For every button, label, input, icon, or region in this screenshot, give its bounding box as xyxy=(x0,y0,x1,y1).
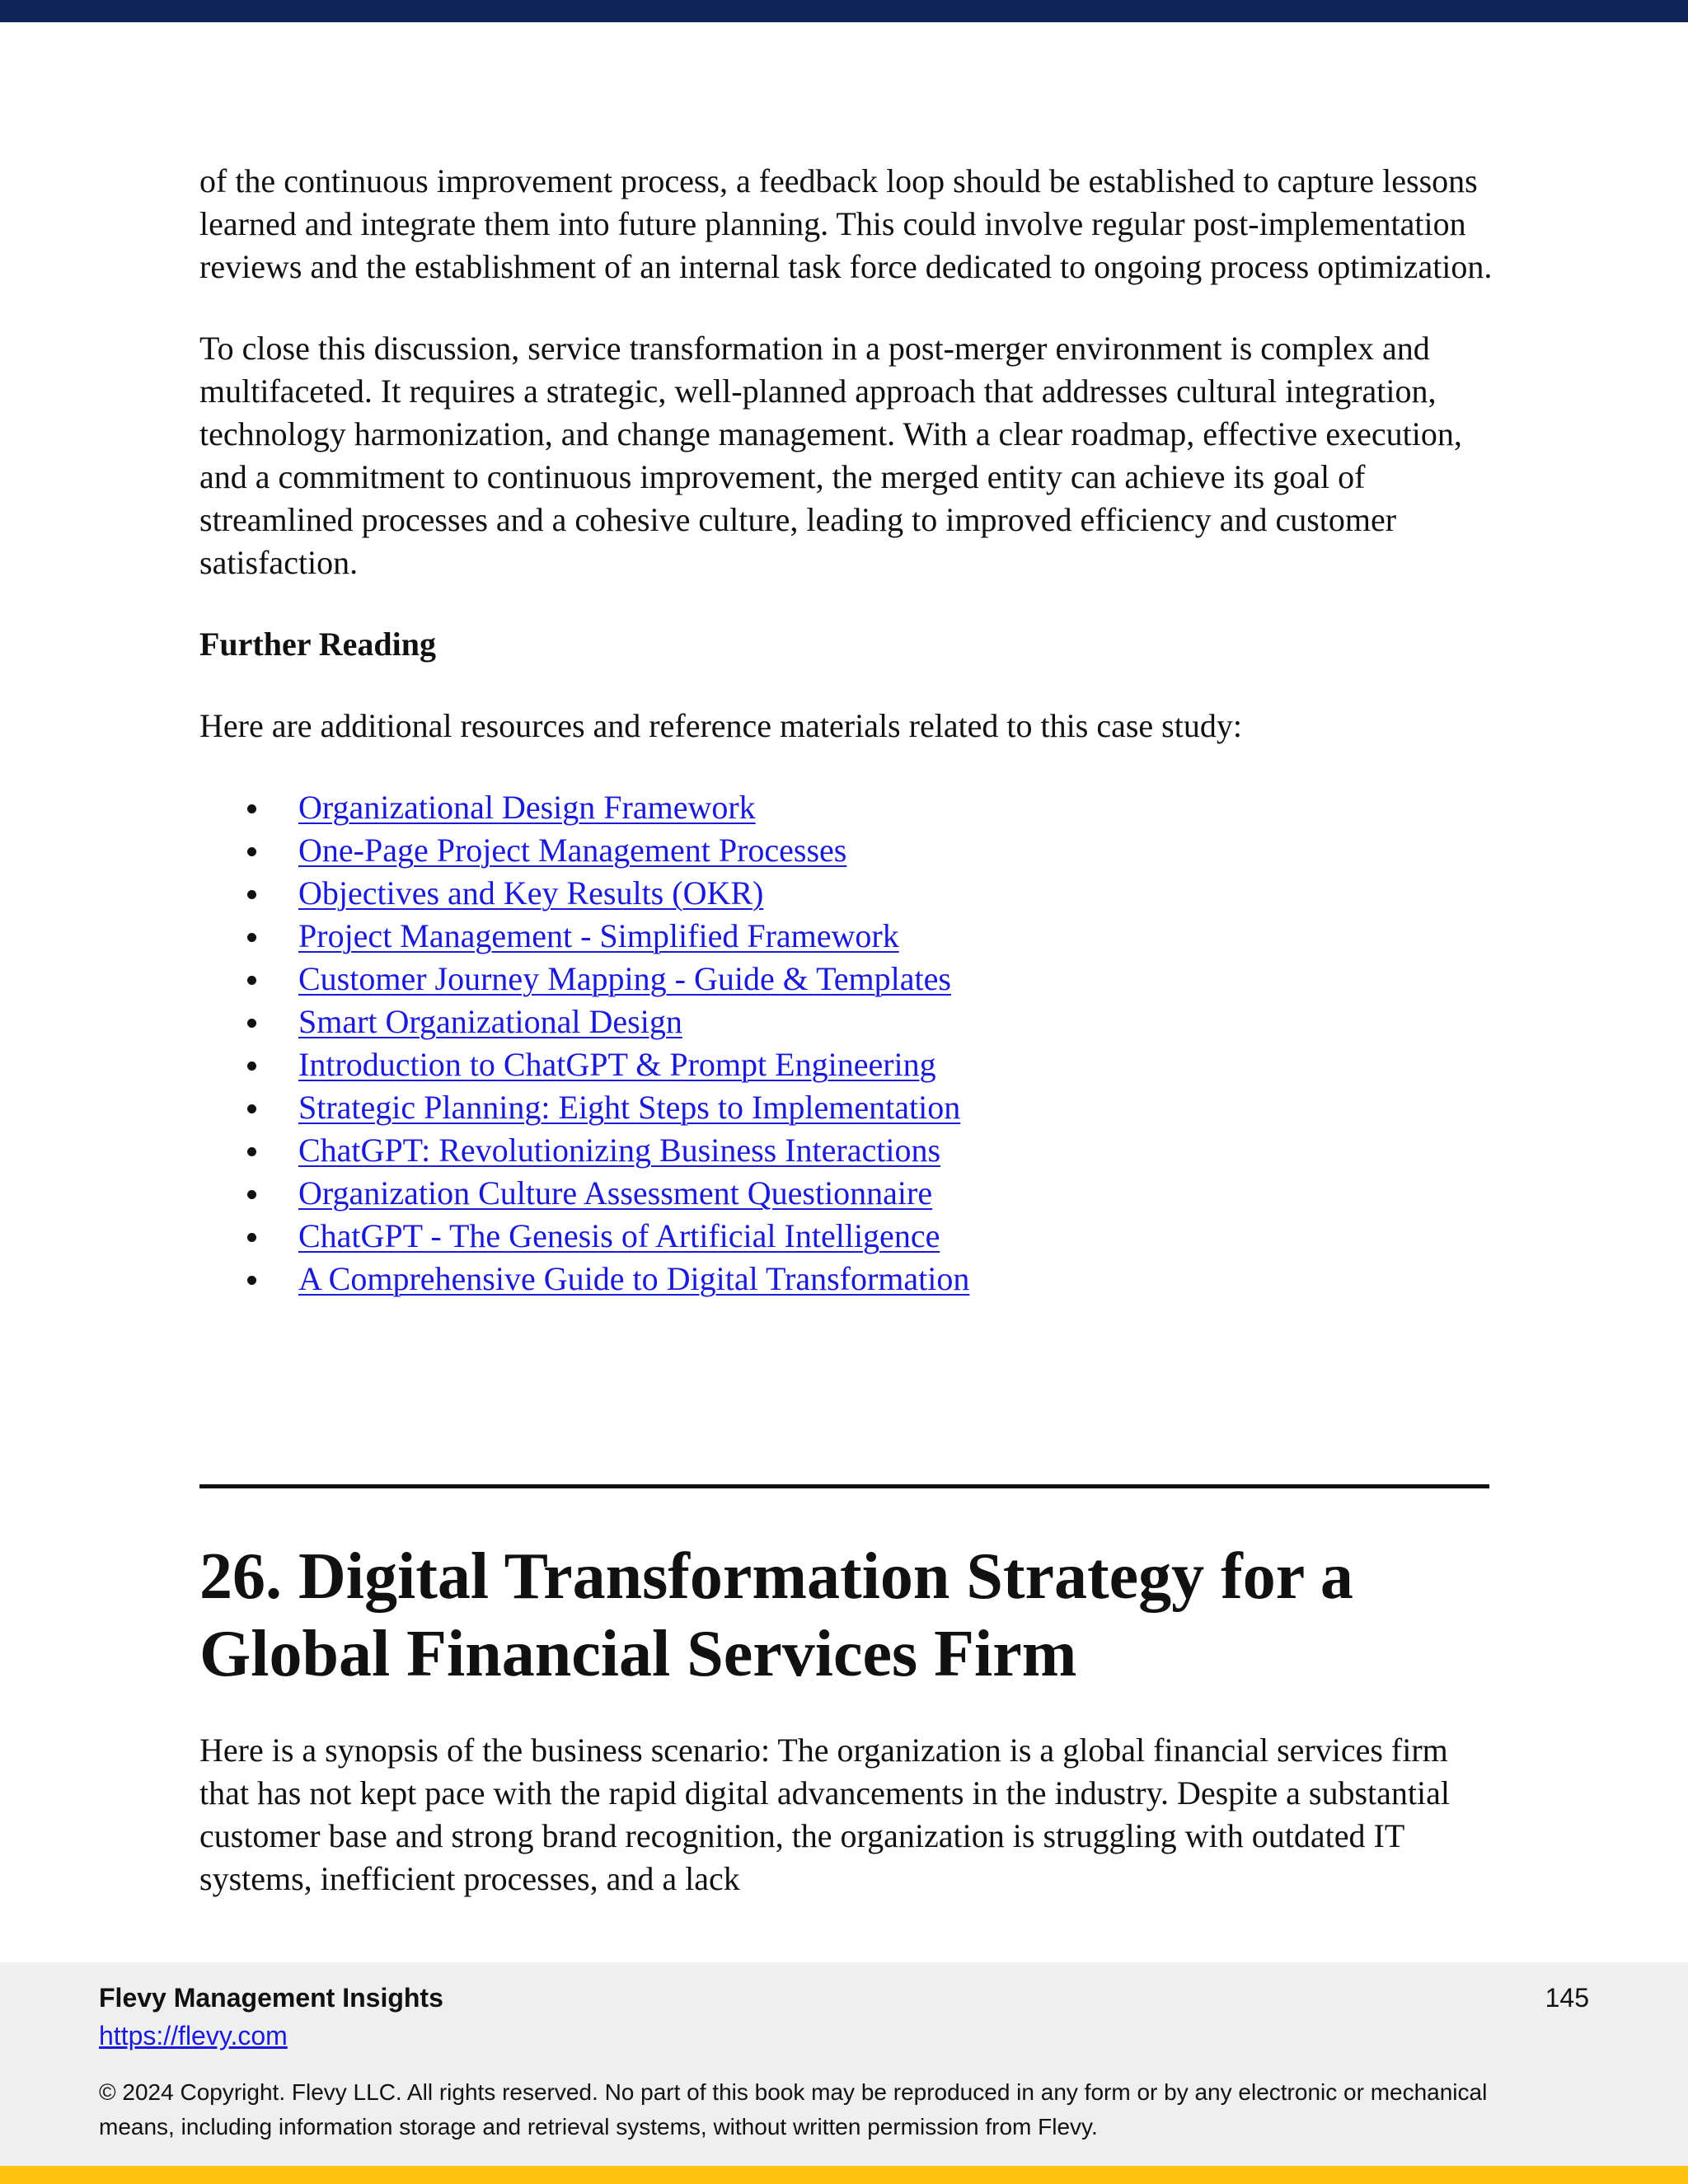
paragraph-continuous-improvement: of the continuous improvement process, a feedback loop should be established to capture lessons learned and integrate them into future planning. This could involve regular post-implementation reviews and the establishment of an internal task force dedicated to ongoing process optimization. xyxy=(199,162,1493,285)
list-item xyxy=(199,1043,1493,1086)
bullet-icon xyxy=(247,976,256,985)
bullet-icon xyxy=(247,890,256,899)
link-project-management-simplified[interactable]: Project Management - Simplified Framework xyxy=(298,917,899,954)
bottom-accent-bar xyxy=(0,2166,1688,2184)
link-smart-organizational-design[interactable]: Smart Organizational Design xyxy=(298,1003,682,1040)
section-title xyxy=(199,1538,1535,1693)
bullet-icon xyxy=(247,1062,256,1071)
top-accent-bar xyxy=(0,0,1688,22)
link-customer-journey-mapping[interactable]: Customer Journey Mapping - Guide & Templates xyxy=(298,960,951,997)
bullet-icon xyxy=(247,1147,256,1156)
page-number: 145 xyxy=(1545,1983,1589,2013)
list-item xyxy=(199,1172,1493,1215)
section-title-line-1: 26. Digital Transformation Strategy for a xyxy=(199,1540,1353,1613)
link-okr[interactable]: Objectives and Key Results (OKR) xyxy=(298,874,764,912)
list-item xyxy=(199,1258,1493,1301)
list-item xyxy=(199,829,1493,872)
list-item xyxy=(199,915,1493,958)
link-strategic-planning[interactable]: Strategic Planning: Eight Steps to Implementation xyxy=(298,1089,961,1126)
list-item xyxy=(199,1001,1493,1043)
synopsis-paragraph: Here is a synopsis of the business scenario: The organization is a global financial services firm that has not kept pace with the rapid digital advancements in the industry. Despite a substantial customer base and strong brand recognition, the organization is struggling with outdated IT systems, inefficient processes, and a lack xyxy=(199,1732,1451,1897)
list-item xyxy=(199,1215,1493,1258)
list-item xyxy=(199,958,1493,1001)
link-digital-transformation-guide[interactable]: A Comprehensive Guide to Digital Transformation xyxy=(298,1260,970,1297)
list-item xyxy=(199,872,1493,915)
bullet-icon xyxy=(247,1019,256,1028)
link-organizational-design-framework[interactable]: Organizational Design Framework xyxy=(298,789,756,826)
link-chatgpt-genesis-ai[interactable]: ChatGPT - The Genesis of Artificial Intelligence xyxy=(298,1217,940,1254)
bullet-icon xyxy=(247,933,256,942)
copyright-notice: © 2024 Copyright. Flevy LLC. All rights reserved. No part of this book may be reproduced in any form or by any electronic or mechanical means, including information storage and retrieval systems, without written permission from Flevy. xyxy=(99,2079,1488,2139)
list-item xyxy=(199,1129,1493,1172)
page-footer xyxy=(0,1962,1688,2166)
section-title-line-2: Global Financial Services Firm xyxy=(199,1618,1077,1690)
footer-brand: Flevy Management Insights xyxy=(99,1983,443,2013)
bullet-icon xyxy=(247,804,256,813)
bullet-icon xyxy=(247,847,256,856)
bullet-icon xyxy=(247,1233,256,1242)
further-reading-intro: Here are additional resources and reference materials related to this case study: xyxy=(199,707,1242,744)
further-reading-heading: Further Reading xyxy=(199,626,437,663)
footer-url-link[interactable]: https://flevy.com xyxy=(99,2021,288,2050)
paragraph-conclusion: To close this discussion, service transformation in a post-merger environment is complex and multifaceted. It requires a strategic, well-planned approach that addresses cultural integration, technology harmonization, and change management. With a clear roadmap, effective execution, and a commitment to continuous improvement, the merged entity can achieve its goal of streamlined processes and a cohesive culture, leading to improved efficiency and customer satisfaction. xyxy=(199,330,1462,581)
list-item xyxy=(199,1086,1493,1129)
link-one-page-project-management[interactable]: One-Page Project Management Processes xyxy=(298,832,847,869)
page-content xyxy=(199,160,1493,1301)
bullet-icon xyxy=(247,1104,256,1113)
further-reading-list xyxy=(199,786,1493,1301)
link-intro-chatgpt-prompt-engineering[interactable]: Introduction to ChatGPT & Prompt Engineering xyxy=(298,1046,936,1083)
list-item xyxy=(199,786,1493,829)
section-divider xyxy=(199,1484,1489,1488)
link-chatgpt-business-interactions[interactable]: ChatGPT: Revolutionizing Business Interactions xyxy=(298,1132,941,1169)
link-culture-assessment[interactable]: Organization Culture Assessment Questionnaire xyxy=(298,1174,933,1212)
bullet-icon xyxy=(247,1276,256,1285)
bullet-icon xyxy=(247,1190,256,1199)
